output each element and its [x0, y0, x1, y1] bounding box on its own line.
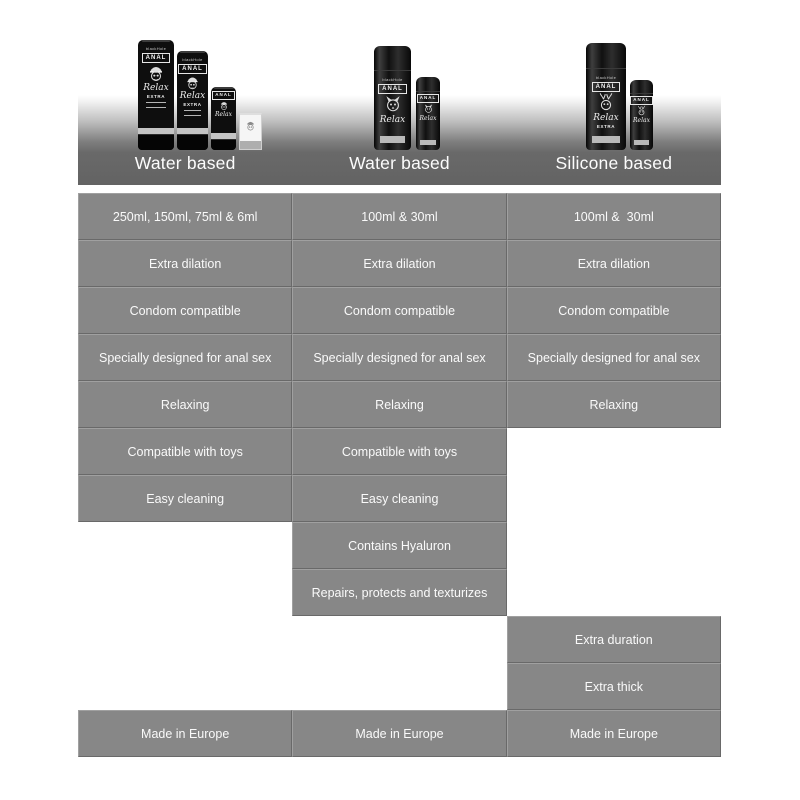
fine-print-lines — [184, 110, 201, 116]
empty-cell — [507, 428, 721, 475]
bottle-cap — [586, 43, 626, 69]
feature-cell: Condom compatible — [78, 287, 292, 334]
product-name-label: ANAL — [142, 53, 171, 63]
feature-cell: Specially designed for anal sex — [292, 334, 506, 381]
product-name-label: ANAL — [178, 64, 207, 74]
feature-cell: Condom compatible — [292, 287, 506, 334]
script-label: Relax — [379, 115, 406, 125]
skull-icon — [185, 74, 200, 91]
feature-cell: Compatible with toys — [78, 428, 292, 475]
fine-print-lines — [146, 102, 166, 108]
sachet-strip — [240, 141, 261, 149]
product-tube-medium — [177, 51, 208, 150]
feature-cell: Repairs, protects and texturizes — [292, 569, 506, 616]
fine-print-band — [634, 140, 650, 145]
feature-cell: Relaxing — [507, 381, 721, 428]
feature-grid — [78, 193, 721, 757]
feature-cell: 100ml & 30ml — [292, 193, 506, 240]
product-bottle-large — [374, 46, 411, 150]
product-name-label: ANAL — [592, 82, 621, 92]
product-tube-large — [138, 40, 174, 150]
extra-label: EXTRA — [183, 102, 202, 107]
feature-cell: Easy cleaning — [292, 475, 506, 522]
script-label: Relax — [633, 116, 650, 124]
feature-cell: Made in Europe — [507, 710, 721, 757]
empty-cell — [507, 475, 721, 522]
feature-cell: Extra dilation — [292, 240, 506, 287]
skull-icon — [245, 119, 256, 132]
product-name-label: ANAL — [212, 91, 235, 100]
feature-cell: Extra duration — [507, 616, 721, 663]
brand-label: blackHole — [182, 57, 203, 62]
bottle-cap — [374, 46, 411, 71]
feature-cell: Made in Europe — [292, 710, 506, 757]
feature-cell: Made in Europe — [78, 710, 292, 757]
feature-cell: Relaxing — [292, 381, 506, 428]
skull-icon — [219, 100, 229, 111]
extra-label: EXTRA — [146, 94, 166, 99]
feature-cell: Specially designed for anal sex — [78, 334, 292, 381]
product-name-label: ANAL — [417, 94, 440, 103]
empty-cell — [78, 522, 292, 569]
feature-cell: Relaxing — [78, 381, 292, 428]
tube-cap — [177, 134, 208, 150]
feature-cell: Easy cleaning — [78, 475, 292, 522]
empty-cell — [78, 616, 292, 663]
script-label: Relax — [215, 110, 232, 118]
wolf-icon — [423, 103, 434, 115]
script-label: Relax — [419, 114, 437, 122]
column-header-water-based-1: Water based — [134, 153, 236, 173]
fine-print-band — [592, 136, 619, 143]
column-header-water-based-2: Water based — [349, 153, 450, 173]
feature-cell: Extra dilation — [78, 240, 292, 287]
product-tube-small — [211, 87, 236, 150]
product-name-label: ANAL — [630, 96, 653, 105]
product-group-bottles-water — [374, 46, 440, 150]
deer-icon — [636, 105, 647, 117]
script-label: Relax — [179, 91, 206, 101]
column-header-silicone-based: Silicone based — [555, 153, 673, 173]
tube-cap — [211, 139, 236, 150]
empty-cell — [292, 616, 506, 663]
tube-cap — [138, 134, 174, 150]
feature-cell: Condom compatible — [507, 287, 721, 334]
product-bottle-small — [416, 77, 440, 150]
feature-cell: Specially designed for anal sex — [507, 334, 721, 381]
script-label: Relax — [593, 113, 619, 123]
product-bottle-large — [586, 43, 626, 150]
feature-cell: 100ml & 30ml — [507, 193, 721, 240]
product-group-bottles-silicone — [586, 43, 653, 150]
product-bottle-small — [630, 80, 653, 150]
feature-cell: Extra thick — [507, 663, 721, 710]
brand-label: blackHole — [382, 77, 403, 82]
feature-cell: 250ml, 150ml, 75ml & 6ml — [78, 193, 292, 240]
empty-cell — [292, 663, 506, 710]
feature-cell: Compatible with toys — [292, 428, 506, 475]
wolf-icon — [383, 94, 403, 115]
fine-print-band — [420, 140, 436, 145]
empty-cell — [78, 569, 292, 616]
feature-cell: Contains Hyaluron — [292, 522, 506, 569]
empty-cell — [507, 569, 721, 616]
bottle-cap — [416, 77, 440, 92]
product-name-label: ANAL — [378, 84, 407, 94]
skull-icon — [147, 63, 165, 83]
brand-label: blackHole — [595, 75, 617, 80]
product-sachet — [239, 113, 262, 150]
empty-cell — [78, 663, 292, 710]
feature-cell: Extra dilation — [507, 240, 721, 287]
bottle-cap — [630, 80, 653, 94]
fine-print-band — [380, 136, 405, 143]
script-label: Relax — [143, 83, 169, 93]
brand-label: blackHole — [145, 46, 167, 51]
deer-icon — [596, 92, 616, 113]
product-group-tubes — [138, 40, 262, 150]
empty-cell — [507, 522, 721, 569]
extra-label: EXTRA — [596, 124, 616, 129]
